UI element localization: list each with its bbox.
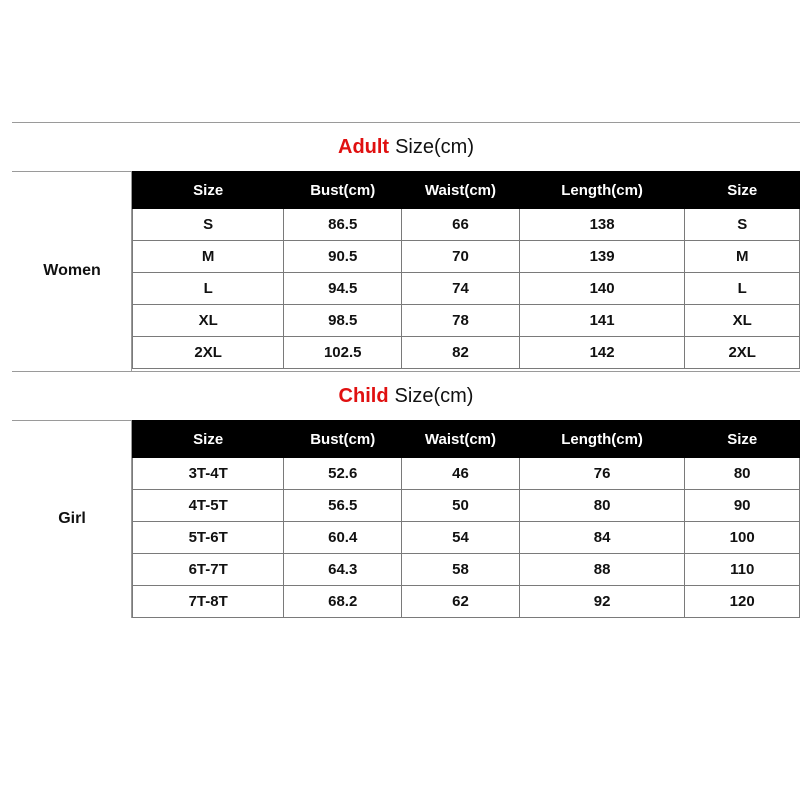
table-cell: 74 [402, 273, 520, 305]
table-row [133, 554, 800, 586]
table-cell: 141 [519, 305, 685, 337]
child-title [12, 371, 800, 421]
table-cell: 62 [402, 586, 520, 618]
table-cell: 140 [519, 273, 685, 305]
table-cell: 52.6 [284, 458, 402, 490]
table-cell: 5T-6T [133, 522, 284, 554]
table-row [133, 586, 800, 618]
column-header: Length(cm) [519, 172, 685, 209]
column-header: Waist(cm) [402, 172, 520, 209]
table-cell: 90.5 [284, 241, 402, 273]
table-cell: 90 [685, 490, 800, 522]
table-cell: S [133, 209, 284, 241]
child-group [12, 420, 800, 618]
size-chart [12, 122, 800, 618]
adult-group [12, 171, 800, 371]
table-cell: M [685, 241, 800, 273]
child-title-unit: Size(cm) [394, 384, 474, 407]
adult-size-table [132, 171, 800, 369]
table-cell: 138 [519, 209, 685, 241]
table-cell: 100 [685, 522, 800, 554]
table-cell: 110 [685, 554, 800, 586]
table-cell: 7T-8T [133, 586, 284, 618]
table-cell: 86.5 [284, 209, 402, 241]
table-cell: 80 [519, 490, 685, 522]
table-cell: 82 [402, 337, 520, 369]
column-header: Size [685, 172, 800, 209]
table-cell: 64.3 [284, 554, 402, 586]
table-cell: 84 [519, 522, 685, 554]
table-cell: 60.4 [284, 522, 402, 554]
table-cell: 80 [685, 458, 800, 490]
table-cell: 54 [402, 522, 520, 554]
adult-title-accent: Adult [338, 135, 390, 158]
table-cell: 88 [519, 554, 685, 586]
table-row [133, 241, 800, 273]
table-cell: XL [685, 305, 800, 337]
table-cell: 46 [402, 458, 520, 490]
table-row [133, 490, 800, 522]
adult-header-row [133, 172, 800, 209]
table-cell: 66 [402, 209, 520, 241]
column-header: Size [133, 172, 284, 209]
column-header: Bust(cm) [284, 421, 402, 458]
child-size-table [132, 420, 800, 618]
column-header: Size [133, 421, 284, 458]
table-cell: 142 [519, 337, 685, 369]
table-cell: 94.5 [284, 273, 402, 305]
table-cell: XL [133, 305, 284, 337]
table-row [133, 305, 800, 337]
table-cell: 76 [519, 458, 685, 490]
adult-title-unit: Size(cm) [395, 135, 474, 158]
table-cell: 102.5 [284, 337, 402, 369]
adult-title [12, 122, 800, 172]
table-cell: 120 [685, 586, 800, 618]
table-cell: M [133, 241, 284, 273]
table-cell: 70 [402, 241, 520, 273]
column-header: Length(cm) [519, 421, 685, 458]
table-cell: S [685, 209, 800, 241]
column-header: Waist(cm) [402, 421, 520, 458]
table-row [133, 273, 800, 305]
table-cell: 139 [519, 241, 685, 273]
table-row [133, 522, 800, 554]
child-title-accent: Child [338, 384, 389, 407]
table-cell: 50 [402, 490, 520, 522]
table-cell: 2XL [133, 337, 284, 369]
table-cell: 3T-4T [133, 458, 284, 490]
table-cell: 98.5 [284, 305, 402, 337]
table-cell: 78 [402, 305, 520, 337]
table-cell: 92 [519, 586, 685, 618]
table-cell: 58 [402, 554, 520, 586]
table-cell: 2XL [685, 337, 800, 369]
table-row [133, 458, 800, 490]
table-cell: L [685, 273, 800, 305]
table-cell: 56.5 [284, 490, 402, 522]
table-cell: 4T-5T [133, 490, 284, 522]
table-row [133, 337, 800, 369]
child-header-row [133, 421, 800, 458]
column-header: Bust(cm) [284, 172, 402, 209]
table-cell: 68.2 [284, 586, 402, 618]
table-cell: L [133, 273, 284, 305]
women-label: Women [43, 262, 101, 279]
table-cell: 6T-7T [133, 554, 284, 586]
girl-label: Girl [58, 510, 86, 527]
column-header: Size [685, 421, 800, 458]
table-row [133, 209, 800, 241]
